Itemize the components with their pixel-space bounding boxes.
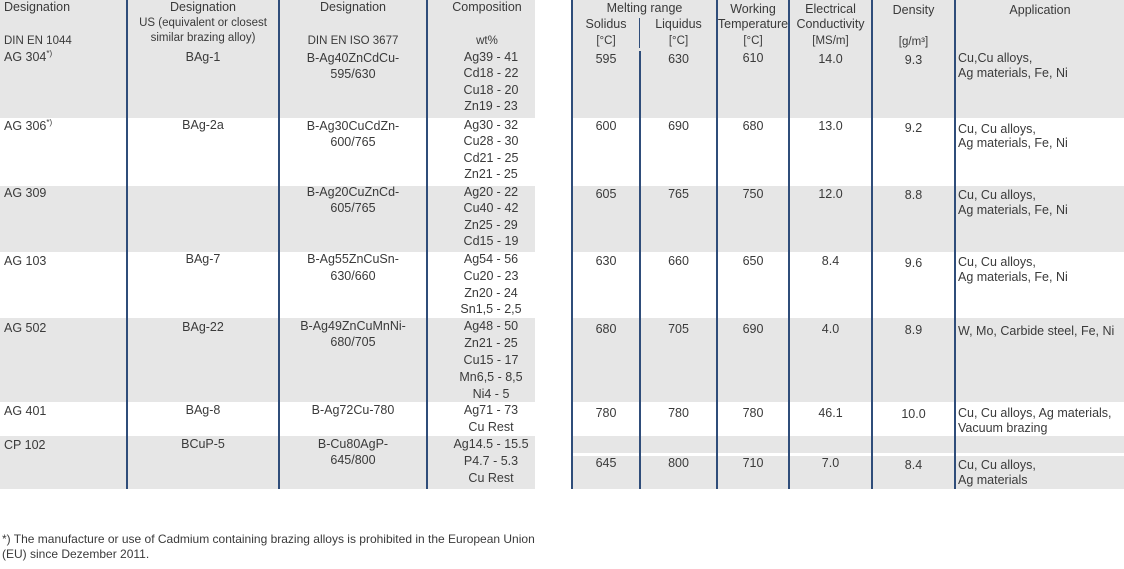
row-conductivity: 7.0: [821, 456, 840, 470]
column-divider: [639, 51, 641, 489]
row-composition: Ag48 - 50: [463, 319, 519, 333]
row-iso-designation: B-Ag30CuCdZn-: [306, 119, 400, 133]
row-application: Cu, Cu alloys, Ag materials,: [958, 406, 1112, 420]
header-density-unit: [g/m³]: [898, 36, 929, 48]
row-iso-designation-range: 600/765: [330, 135, 376, 149]
row-din-designation: CP 102: [4, 438, 46, 452]
row-composition: Cu18 - 20: [463, 83, 519, 97]
row-liquidus: 800: [668, 456, 689, 470]
header-conductivity-title: Electrical: [805, 2, 856, 16]
row-density: 9.3: [904, 53, 923, 67]
row-composition: Zn19 - 23: [464, 99, 518, 113]
header-melting-range: Melting range: [606, 1, 683, 15]
row-us-designation: BAg-7: [185, 252, 221, 266]
header-solidus-unit: [°C]: [596, 35, 616, 47]
row-solidus: 680: [595, 322, 617, 336]
header-application-title: Application: [1009, 3, 1071, 17]
row-composition: Cu Rest: [468, 420, 514, 434]
column-divider: [426, 0, 428, 489]
row-application: Ag materials, Fe, Ni: [958, 66, 1068, 80]
row-working-temp: 750: [742, 187, 764, 201]
header-composition-title: Composition: [452, 0, 522, 14]
row-composition: Cu40 - 42: [463, 201, 519, 215]
row-density: 8.4: [904, 458, 923, 472]
row-application: Cu, Cu alloys,: [958, 255, 1036, 269]
header-working-title: Working: [730, 2, 776, 16]
row-solidus: 780: [595, 406, 617, 420]
row-composition: Zn20 - 24: [464, 286, 518, 300]
row-application: Ag materials, Fe, Ni: [958, 270, 1068, 284]
header-us-line3: similar brazing alloy): [150, 32, 256, 44]
row-solidus: 605: [595, 187, 617, 201]
row-liquidus: 765: [668, 187, 689, 201]
row-application: Ag materials, Fe, Ni: [958, 203, 1068, 217]
row-application: Cu, Cu alloys,: [958, 458, 1036, 472]
header-conductivity-unit: [MS/m]: [812, 35, 849, 47]
row-composition: Cd15 - 19: [463, 234, 519, 248]
row-composition: Cu20 - 23: [463, 269, 519, 283]
row-working-temp: 690: [742, 322, 764, 336]
header-us-title: Designation: [169, 0, 236, 14]
row-conductivity: 13.0: [818, 119, 843, 133]
row-composition: Ag30 - 32: [463, 118, 519, 132]
row-liquidus: 660: [668, 254, 689, 268]
row-conductivity: 14.0: [818, 52, 843, 66]
header-working-unit: [°C]: [743, 35, 763, 47]
row-density: 9.2: [904, 121, 923, 135]
row-us-designation: BAg-22: [182, 320, 224, 334]
row-composition: Ag14.5 - 15.5: [453, 437, 529, 451]
row-composition: Cd21 - 25: [463, 151, 519, 165]
header-liquidus: Liquidus: [655, 17, 702, 31]
row-composition: Zn21 - 25: [464, 167, 518, 181]
row-iso-designation-range: 605/765: [330, 201, 376, 215]
row-din-designation: AG 103: [4, 254, 47, 268]
row-din-designation: AG 304*): [4, 49, 53, 64]
row-iso-designation-range: 630/660: [330, 269, 376, 283]
row-iso-designation-range: 645/800: [330, 453, 376, 467]
row-working-temp: 780: [742, 406, 764, 420]
row-us-designation: BAg-1: [185, 50, 221, 64]
row-liquidus: 705: [668, 322, 689, 336]
row-density: 10.0: [901, 407, 926, 421]
row-working-temp: 650: [742, 254, 764, 268]
melting-range-divider: [639, 18, 640, 48]
row-solidus: 645: [595, 456, 617, 470]
row-din-designation: AG 401: [4, 404, 47, 418]
row-density: 9.6: [904, 256, 923, 270]
row-iso-designation: B-Ag40ZnCdCu-: [306, 51, 400, 65]
header-din-title: Designation: [4, 0, 71, 14]
row-application: W, Mo, Carbide steel, Fe, Ni: [958, 324, 1115, 338]
footnote-marker: *): [46, 118, 53, 127]
row-din-designation: AG 306*): [4, 118, 53, 133]
header-conductivity-line2: Conductivity: [796, 17, 865, 31]
row-iso-designation-range: 595/630: [330, 67, 376, 81]
row-density: 8.9: [904, 323, 923, 337]
row-iso-designation: B-Ag49ZnCuMnNi-: [300, 319, 406, 333]
row-us-designation: BAg-2a: [182, 118, 224, 132]
row-composition: Ni4 - 5: [472, 387, 510, 401]
row-application: Cu,Cu alloys,: [958, 51, 1033, 65]
row-application: Cu, Cu alloys,: [958, 188, 1036, 202]
header-solidus: Solidus: [585, 17, 627, 31]
column-divider: [954, 0, 956, 489]
row-composition: P4.7 - 5.3: [463, 454, 519, 468]
header-composition-unit: wt%: [476, 35, 498, 47]
row-liquidus: 780: [668, 406, 689, 420]
row-composition: Ag20 - 22: [463, 185, 519, 199]
row-conductivity: 46.1: [818, 406, 843, 420]
row-composition: Cd18 - 22: [463, 66, 519, 80]
row-application: Vacuum brazing: [958, 421, 1048, 435]
row-iso-designation: B-Cu80AgP-: [317, 437, 389, 451]
row-solidus: 600: [595, 119, 617, 133]
header-working-line2: Temperature: [717, 17, 789, 31]
row-us-designation: BCuP-5: [181, 437, 225, 451]
row-composition: Sn1,5 - 2,5: [460, 302, 522, 316]
row-composition: Zn25 - 29: [464, 218, 518, 232]
row-liquidus: 690: [668, 119, 689, 133]
row-composition: Ag54 - 56: [463, 252, 519, 266]
header-iso-title: Designation: [319, 0, 386, 14]
row-working-temp: 610: [742, 51, 764, 65]
row-solidus: 595: [595, 52, 617, 66]
header-din-standard: DIN EN 1044: [4, 35, 72, 47]
row-application: Cu, Cu alloys,: [958, 122, 1036, 136]
row-application: Ag materials: [958, 473, 1028, 487]
row-working-temp: 680: [742, 119, 764, 133]
row-iso-designation: B-Ag20CuZnCd-: [306, 185, 400, 199]
row-composition: Cu Rest: [468, 471, 514, 485]
row-composition: Mn6,5 - 8,5: [459, 370, 523, 384]
row-application: Ag materials, Fe, Ni: [958, 136, 1068, 150]
row-working-temp: 710: [742, 456, 764, 470]
row-liquidus: 630: [668, 52, 689, 66]
header-iso-standard: DIN EN ISO 3677: [307, 35, 399, 47]
row-conductivity: 8.4: [821, 254, 840, 268]
row-conductivity: 4.0: [821, 322, 840, 336]
row-composition: Zn21 - 25: [464, 336, 518, 350]
row-us-designation: BAg-8: [185, 403, 221, 417]
header-liquidus-unit: [°C]: [668, 35, 689, 47]
cadmium-footnote: *) The manufacture or use of Cadmium containing brazing alloys is prohibited in the European Union (EU) since Dezember 2011.: [2, 532, 535, 561]
row-composition: Ag71 - 73: [463, 403, 519, 417]
row-density: 8.8: [904, 188, 923, 202]
row-din-designation: AG 309: [4, 186, 47, 200]
row-composition: Ag39 - 41: [463, 50, 519, 64]
row-composition: Cu15 - 17: [463, 353, 519, 367]
row-solidus: 630: [595, 254, 617, 268]
header-density-title: Density: [892, 3, 935, 17]
row-iso-designation: B-Ag72Cu-780: [311, 403, 395, 417]
row-conductivity: 12.0: [818, 187, 843, 201]
row-iso-designation-range: 680/705: [330, 335, 376, 349]
row-composition: Cu28 - 30: [463, 134, 519, 148]
row-din-designation: AG 502: [4, 321, 47, 335]
row-iso-designation: B-Ag55ZnCuSn-: [307, 252, 399, 266]
footnote-marker: *): [46, 49, 53, 58]
header-us-line2: US (equivalent or closest: [139, 17, 267, 29]
